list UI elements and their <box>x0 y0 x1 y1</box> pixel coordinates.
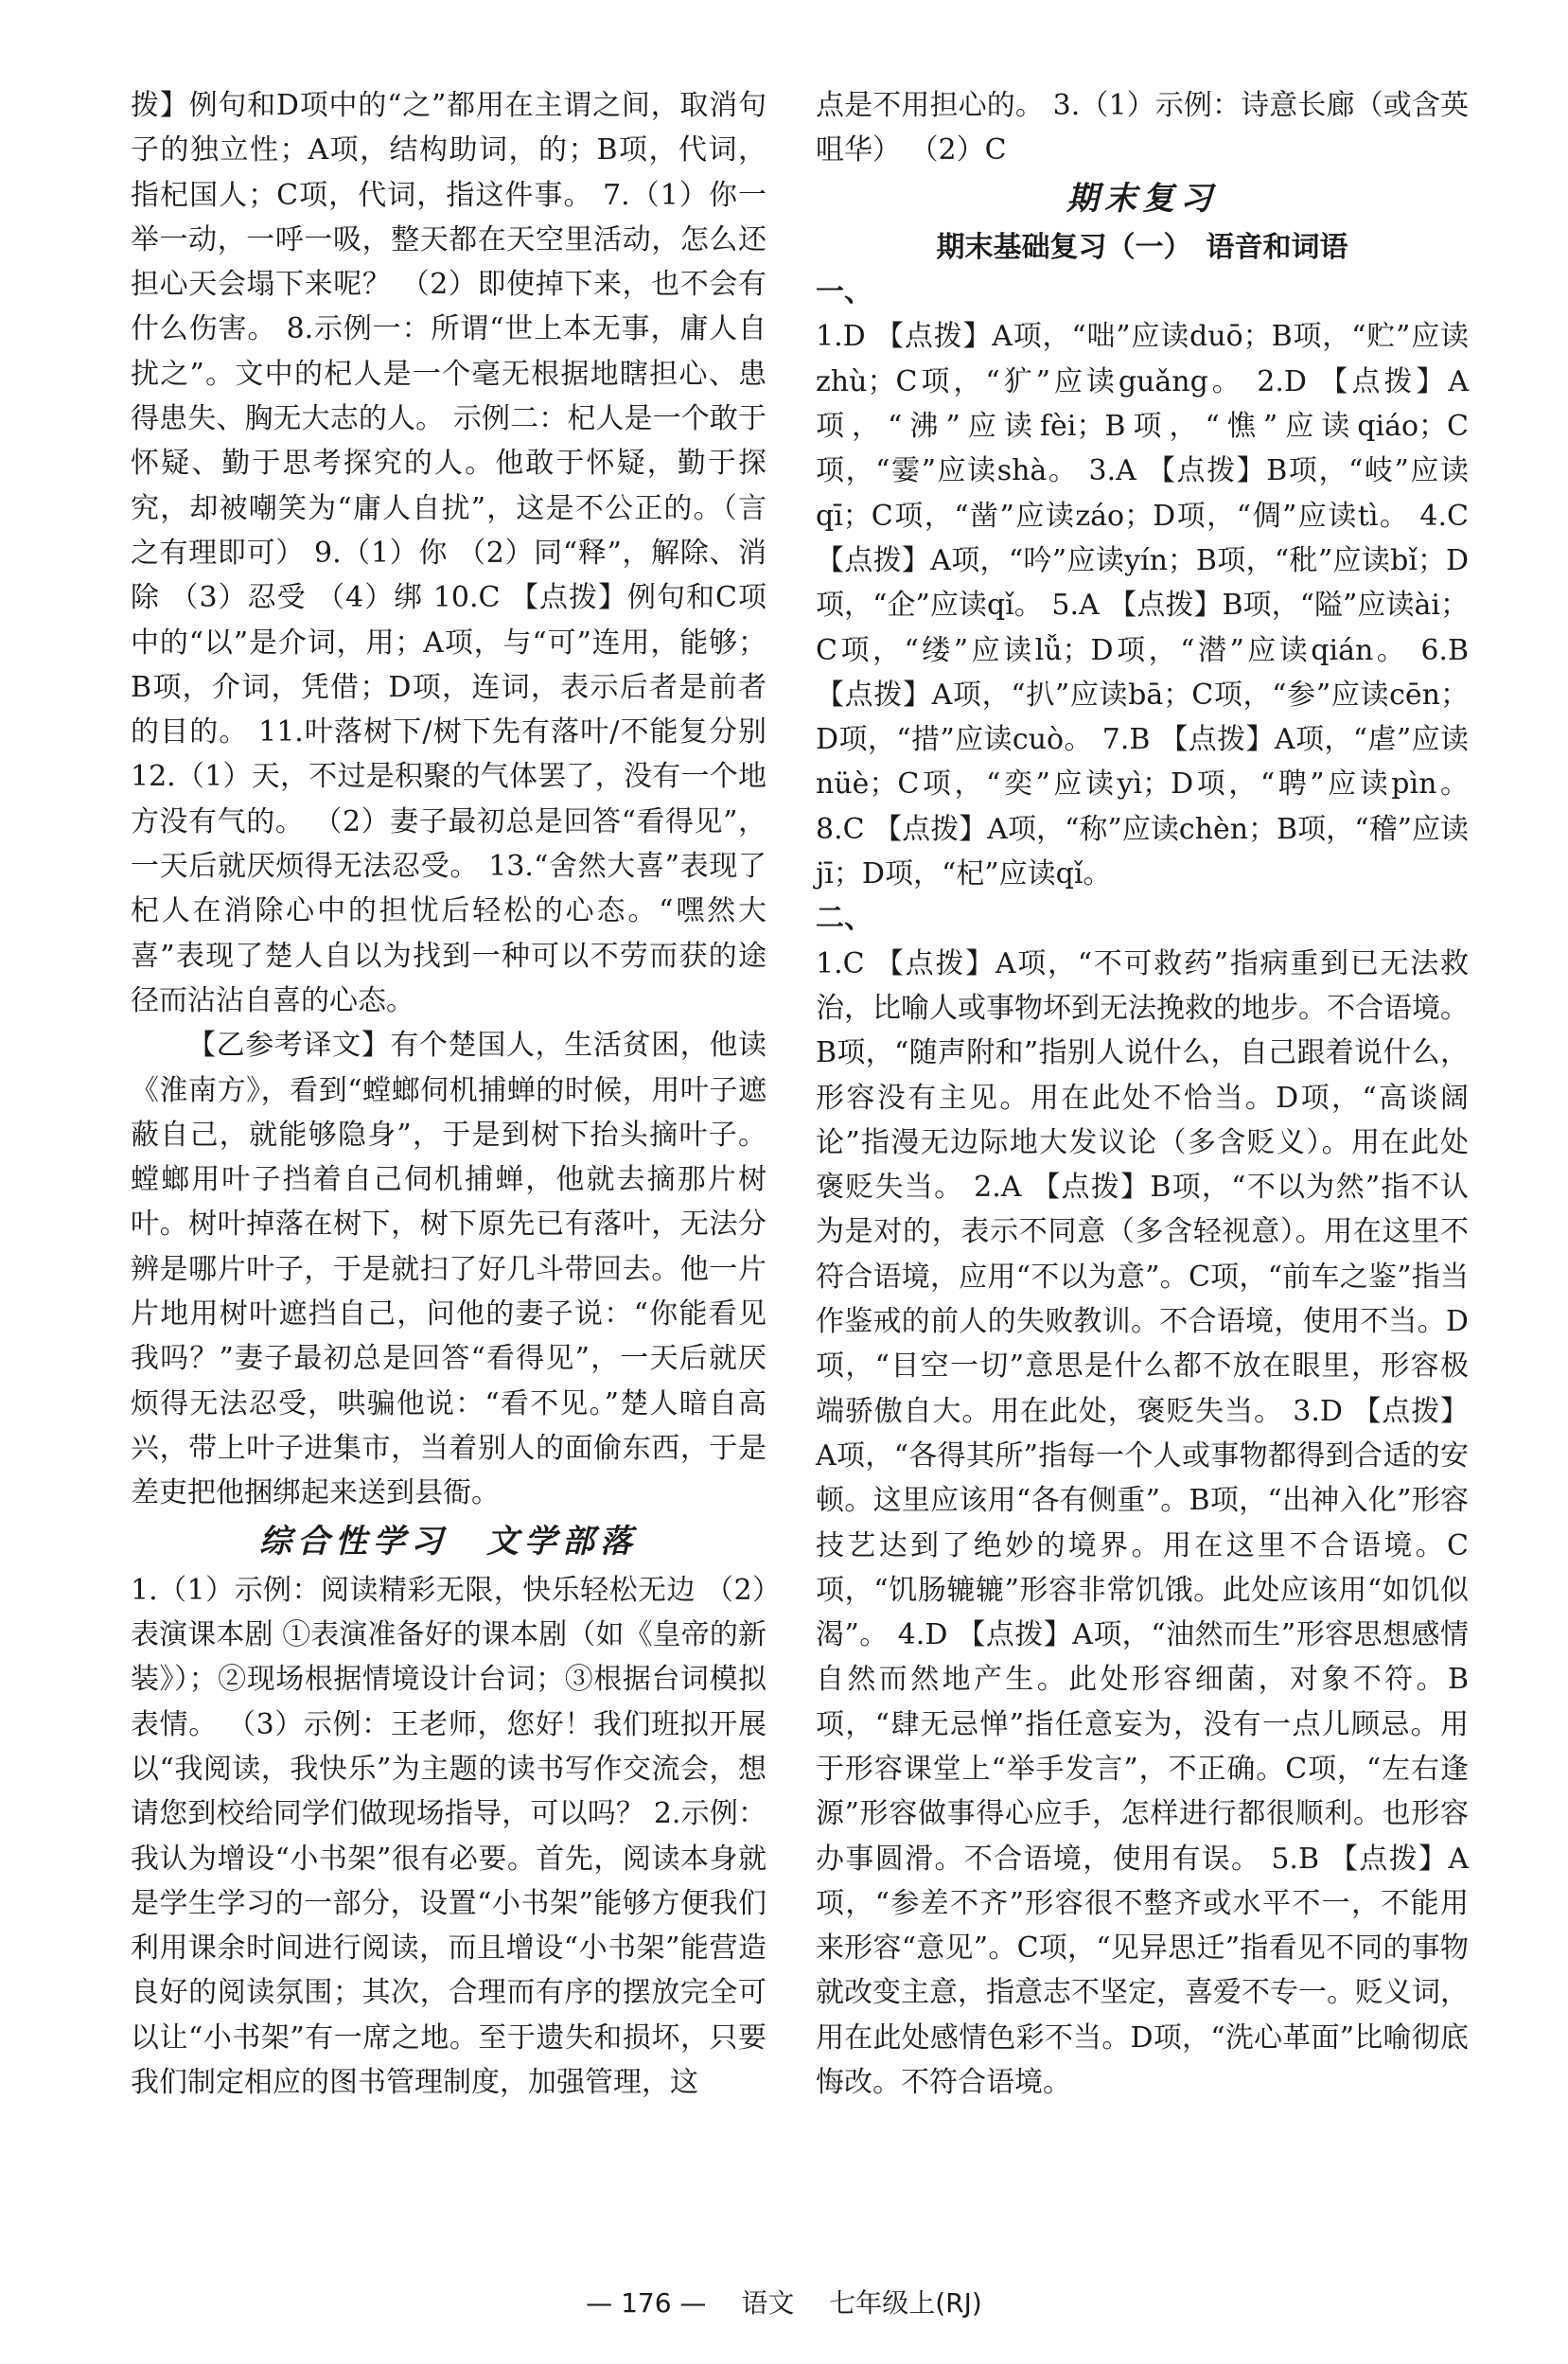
chapter-subtitle: 期末基础复习（一） 语音和词语 <box>936 230 1348 264</box>
section-title-literature: 综合性学习 文学部落 <box>259 1522 638 1561</box>
answer-block-2: 1.（1）示例：阅读精彩无限，快乐轻松无边 （2）表演课本剧 ①表演准备好的课本剧（如《皇帝的新装》）；②现场根据情境设计台词；③根据台词模拟表情。 （3）示例：王老师，您好！我们班拟开展以“我阅读，我快乐”为主题的读书写作交流会，想请您到校给同学们做现场指导，可以吗？ 2.示例：我认为增设“小书架”很有必要。首先，阅读本身就是学生学习的一部分，设置“小书架”能够方便我们利用课余时间进行阅读，而且增设“小书架”能营造良好的阅读氛围；其次，合理而有序的摆放完全可以让“小书架”有一席之地。至于遗失和损坏，只要我们制定相应的图书管理制度，加强管理，这 <box>131 1573 766 2100</box>
grade-label: 七年级上(RJ) <box>829 2287 982 2319</box>
chapter-title: 期末复习 <box>1066 179 1218 218</box>
answer-continuation: 点是不用担心的。 3.（1）示例：诗意长廊（或含英咀华） （2）C <box>816 89 1469 168</box>
section-two-marker: 二、 <box>816 902 872 936</box>
section-one-marker: 一、 <box>816 275 872 309</box>
right-column <box>816 83 1469 2105</box>
pronunciation-answers: 1.D 【点拨】A项，“咄”应读duō；B项，“贮”应读zhù；C项，“犷”应读guǎng。 2.D 【点拨】A项，“沸”应读fèi；B项，“憔”应读qiáo；C项，“霎”应读shà。 3.A 【点拨】B项，“岐”应读qī；C项，“凿”应读záo；D项，“倜”应读tì。 4.C 【点拨】A项，“吟”应读yín；B项，“秕”应读bǐ；D项，“企”应读qǐ。 5.A 【点拨】B项，“隘”应读ài；C项，“缕”应读lǚ；D项，“潜”应读qián。 6.B 【点拨】A项，“扒”应读bā；C项，“参”应读cēn；D项，“措”应读cuò。 7.B 【点拨】A项，“虐”应读nüè；C项，“奕”应读yì；D项，“聘”应读pìn。 8.C 【点拨】A项，“称”应读chèn；B项，“稽”应读jī；D项，“杞”应读qǐ。 <box>816 320 1469 891</box>
subject-label: 语文 <box>741 2287 795 2319</box>
page-number: — 176 — <box>586 2287 707 2319</box>
answer-block-1: 拨】例句和D项中的“之”都用在主谓之间，取消句子的独立性；A项，结构助词，的；B项，代词，指杞国人；C项，代词，指这件事。 7.（1）你一举一动，一呼一吸，整天都在天空里活动，怎么还担心天会塌下来呢？ （2）即使掉下来，也不会有什么伤害。 8.示例一：所谓“世上本无事，庸人自扰之”。文中的杞人是一个毫无根据地瞎担心、患得患失、胸无大志的人。 示例二：杞人是一个敢于怀疑、勤于思考探究的人。他敢于怀疑，勤于探究，却被嘲笑为“庸人自扰”，这是不公正的。（言之有理即可） 9.（1）你 （2）同“释”，解除、消除 （3）忍受 （4）绑 10.C 【点拨】例句和C项中的“以”是介词，用；A项，与“可”连用，能够；B项，介词，凭借；D项，连词，表示后者是前者的目的。 11.叶落树下/树下先有落叶/不能复分别 12.（1）天，不过是积聚的气体罢了，没有一个地方没有气的。 （2）妻子最初总是回答“看得见”，一天后就厌烦得无法忍受。 13.“舍然大喜”表现了杞人在消除心中的担忧后轻松的心态。“嘿然大喜”表现了楚人自以为找到一种可以不劳而获的途径而沾沾自喜的心态。 <box>131 89 766 1017</box>
left-column <box>131 83 766 2105</box>
translation-paragraph: 【乙参考译文】有个楚国人，生活贫困，他读《淮南方》，看到“螳螂伺机捕蝉的时候，用叶子遮蔽自己，就能够隐身”，于是到树下抬头摘叶子。螳螂用叶子挡着自己伺机捕蝉，他就去摘那片树叶。树叶掉落在树下，树下原先已有落叶，无法分辨是哪片叶子，于是就扫了好几斗带回去。他一片片地用树叶遮挡自己，问他的妻子说：“你能看见我吗？”妻子最初总是回答“看得见”，一天后就厌烦得无法忍受，哄骗他说：“看不见。”楚人暗自高兴，带上叶子进集市，当着别人的面偷东西，于是差吏把他捆绑起来送到县衙。 <box>131 1029 766 1510</box>
page-footer <box>0 2283 1568 2320</box>
idiom-answers: 1.C 【点拨】A项，“不可救药”指病重到已无法救治，比喻人或事物坏到无法挽救的地步。不合语境。B项，“随声附和”指别人说什么，自己跟着说什么，形容没有主见。用在此处不恰当。D项，“高谈阔论”指漫无边际地大发议论（多含贬义）。用在此处褒贬失当。 2.A 【点拨】B项，“不以为然”指不认为是对的，表示不同意（多含轻视意）。用在这里不符合语境，应用“不以为意”。C项，“前车之鉴”指当作鉴戒的前人的失败教训。不合语境，使用不当。D项，“目空一切”意思是什么都不放在眼里，形容极端骄傲自大。用在此处，褒贬失当。 3.D 【点拨】A项，“各得其所”指每一个人或事物都得到合适的安顿。这里应该用“各有侧重”。B项，“出神入化”形容技艺达到了绝妙的境界。用在这里不合语境。C项，“饥肠辘辘”形容非常饥饿。此处应该用“如饥似渴”。 4.D 【点拨】A项，“油然而生”形容思想感情自然而然地产生。此处形容细菌，对象不符。B项，“肆无忌惮”指任意妄为，没有一点儿顾忌。用于形容课堂上“举手发言”，不正确。C项，“左右逢源”形容做事得心应手，怎样进行都很顺利。也形容办事圆滑。不合语境，使用有误。 5.B 【点拨】A项，“参差不齐”形容很不整齐或水平不一，不能用来形容“意见”。C项，“见异思迁”指看见不同的事物就改变主意，指意志不坚定，喜爱不专一。贬义词，用在此处感情色彩不当。D项，“洗心革面”比喻彻底悔改。不符合语境。 <box>816 946 1469 2100</box>
